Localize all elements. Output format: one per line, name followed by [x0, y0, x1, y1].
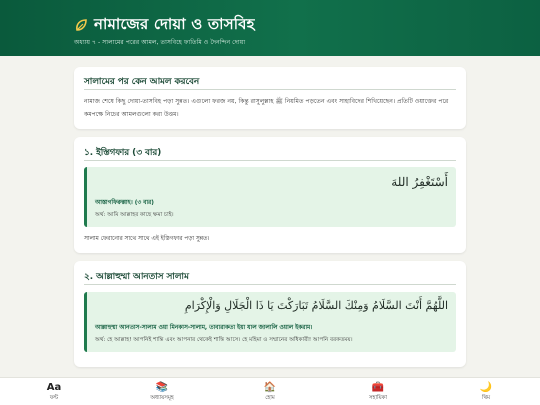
divider	[84, 160, 456, 161]
title-row	[74, 13, 255, 38]
intro-text: নামাজ শেষে কিছু দোয়া-তাসবিহ পড়া সুন্নত। এগুলো ফরজ নয়, কিন্তু রাসুলুল্লাহ ﷺ নিয়মিত পড়তেন এবং সাহাবিদের শিখিয়েছেন। প্রতিটি ওয়াক্তের পরে কমপক্ষে নিচের আমলগুলো করা উত্তম।	[84, 98, 449, 118]
arabic-text: أَسْتَغْفِرُ اللهَ	[391, 175, 448, 189]
dua-card-istighfar	[74, 137, 466, 253]
intro-card	[74, 67, 466, 129]
transliteration: আল্লাহুম্মা আনতাস-সালাম ওয়া মিনকাস-সালাম, তাবারাকতা ইয়া যাল জালালি ওয়াল ইকরাম।	[95, 325, 313, 331]
toolbox-icon: 🧰	[371, 382, 385, 393]
font-size-icon: Aa	[46, 382, 62, 393]
meaning: অর্থ: হে আল্লাহ! আপনিই শান্তি এবং আপনার থেকেই শান্তি আসে। হে মহিমা ও সম্মানের অধিকারী! আপনি বরকতময়।	[95, 337, 353, 343]
dua-box	[84, 292, 456, 352]
nav-label: হোম	[265, 395, 275, 401]
meaning: অর্থ: আমি আল্লাহর কাছে ক্ষমা চাই।	[95, 212, 174, 218]
books-icon: 📚	[155, 382, 169, 393]
nav-label: ফন্ট	[49, 395, 59, 401]
bottom-nav	[0, 377, 540, 405]
page-title: নামাজের দোয়া ও তাসবিহ	[94, 15, 255, 33]
section-heading: ১. ইস্তিগফার (৩ বার)	[84, 148, 162, 158]
page-subtitle: অধ্যায় ৭ - সালামের পরের আমল, তাসবিহে ফাতিমি ও দৈনন্দিন দোয়া	[74, 39, 246, 46]
nav-label: থিম	[481, 395, 491, 401]
nav-helper[interactable]	[346, 381, 410, 403]
quran-leaf-icon	[74, 18, 90, 34]
moon-icon: 🌙	[479, 382, 493, 393]
transliteration: আস্তাগফিরুল্লাহ। (৩ বার)	[95, 200, 154, 206]
nav-chapters[interactable]	[130, 381, 194, 403]
divider	[84, 284, 456, 285]
dua-box	[84, 167, 456, 227]
section-note: সালাম ফেরানোর সাথে সাথে এই ইস্তিগফার পড়া সুন্নত।	[84, 236, 210, 242]
nav-theme[interactable]	[454, 381, 518, 403]
nav-label: সহায়িকা	[368, 395, 387, 401]
nav-font[interactable]	[22, 381, 86, 403]
section-heading: ২. আল্লাহুম্মা আনতাস সালাম	[84, 272, 189, 282]
nav-home[interactable]	[238, 381, 302, 403]
dua-card-salam	[74, 261, 466, 367]
home-icon: 🏠	[263, 382, 277, 393]
app-header	[0, 0, 540, 56]
nav-label: অধ্যায়সমূহ	[150, 395, 174, 401]
divider	[84, 89, 456, 90]
arabic-text: اللَّهُمَّ أَنْتَ السَّلَامُ وَمِنْكَ السَّلَامُ تَبَارَكْتَ يَا ذَا الْجَلَالِ وَالْإِكْرَامِ	[184, 299, 448, 312]
intro-heading: সালামের পর কেন আমল করবেন	[84, 77, 200, 87]
